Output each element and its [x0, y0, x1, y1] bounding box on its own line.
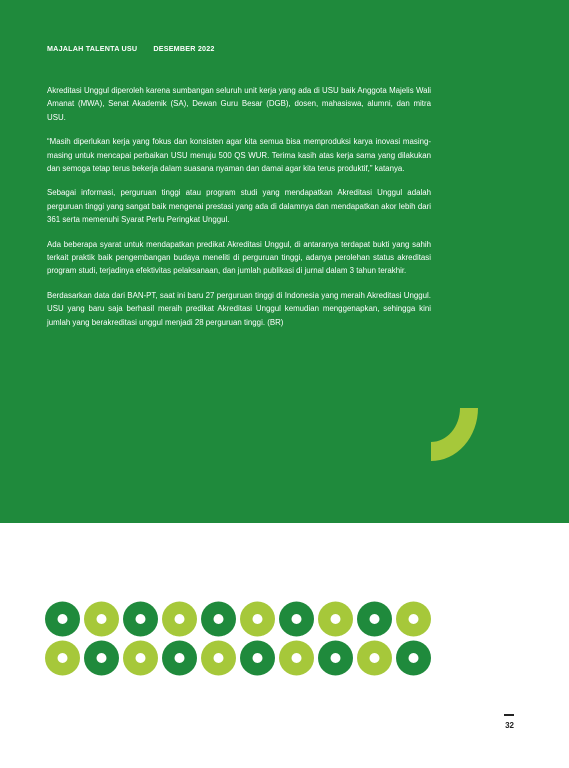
- ring-hole: [292, 653, 302, 663]
- ring-hole: [370, 653, 380, 663]
- ring-hole: [331, 614, 341, 624]
- ring-hole: [214, 614, 224, 624]
- ring-hole: [331, 653, 341, 663]
- ring-pattern-decoration: [44, 601, 434, 681]
- ring-hole: [175, 614, 185, 624]
- ring-hole: [370, 614, 380, 624]
- ring-hole: [175, 653, 185, 663]
- ring-hole: [409, 653, 419, 663]
- quarter-arc-decoration: [430, 408, 480, 464]
- quarter-arc-shape: [431, 408, 478, 461]
- ring-hole: [214, 653, 224, 663]
- ring-hole: [58, 614, 68, 624]
- page-folio: [504, 714, 514, 730]
- paragraph: Akreditasi Unggul diperoleh karena sumbangan seluruh unit kerja yang ada di USU baik Anggota Majelis Wali Amanat (MWA), Senat Akademik (SA), Dewan Guru Besar (DGB), dosen, mahasiswa, alumni, dan mitra USU.: [47, 86, 431, 122]
- page-number: 32: [505, 720, 514, 730]
- paragraph: Berdasarkan data dari BAN-PT, saat ini baru 27 perguruan tinggi di Indonesia yang meraih Akreditasi Unggul. USU yang baru saja berhasil meraih predikat Akreditasi Unggul kemudian menggenapkan, sehingga kini jumlah yang berakreditasi unggul menjadi 28 perguruan tinggi. (BR): [47, 290, 431, 327]
- paragraph: Sebagai informasi, perguruan tinggi atau program studi yang mendapatkan Akreditasi Unggul adalah perguruan tinggi yang sangat baik mengenai prestasi yang ada di dalamnya dan mendapatkan akor lebih dari 361 serta memenuhi Syarat Perlu Peringkat Unggul.: [47, 188, 431, 225]
- ring-hole: [97, 614, 107, 624]
- article-body: [47, 84, 431, 340]
- ring-hole: [253, 653, 263, 663]
- ring-hole: [136, 614, 146, 624]
- publication-name: MAJALAH TALENTA USU: [47, 44, 138, 53]
- ring-hole: [136, 653, 146, 663]
- ring-hole: [409, 614, 419, 624]
- running-header: [47, 44, 215, 53]
- paragraph: Ada beberapa syarat untuk mendapatkan predikat Akreditasi Unggul, di antaranya terdapat bukti yang sahih terkait praktik baik pengembangan budaya meneliti di perguruan tinggi, adanya perolehan status akreditasi program studi, terjadinya efektivitas pelaksanaan, dan jumlah publikasi di jurnal dalam 3 tahun terakhir.: [47, 239, 431, 276]
- ring-hole: [58, 653, 68, 663]
- ring-hole: [253, 614, 263, 624]
- folio-dash: [504, 714, 514, 716]
- ring-hole: [97, 653, 107, 663]
- ring-hole: [292, 614, 302, 624]
- paragraph: “Masih diperlukan kerja yang fokus dan konsisten agar kita semua bisa memproduksi karya inovasi masing-masing untuk mencapai perbaikan USU menuju 500 QS WUR. Terima kasih atas kerja sama yang dilakukan dan semoga tetap terus bekerja dalam suasana nyaman dan damai agar kita terus produktif,” katanya.: [47, 137, 431, 174]
- issue-date: DESEMBER 2022: [153, 44, 215, 53]
